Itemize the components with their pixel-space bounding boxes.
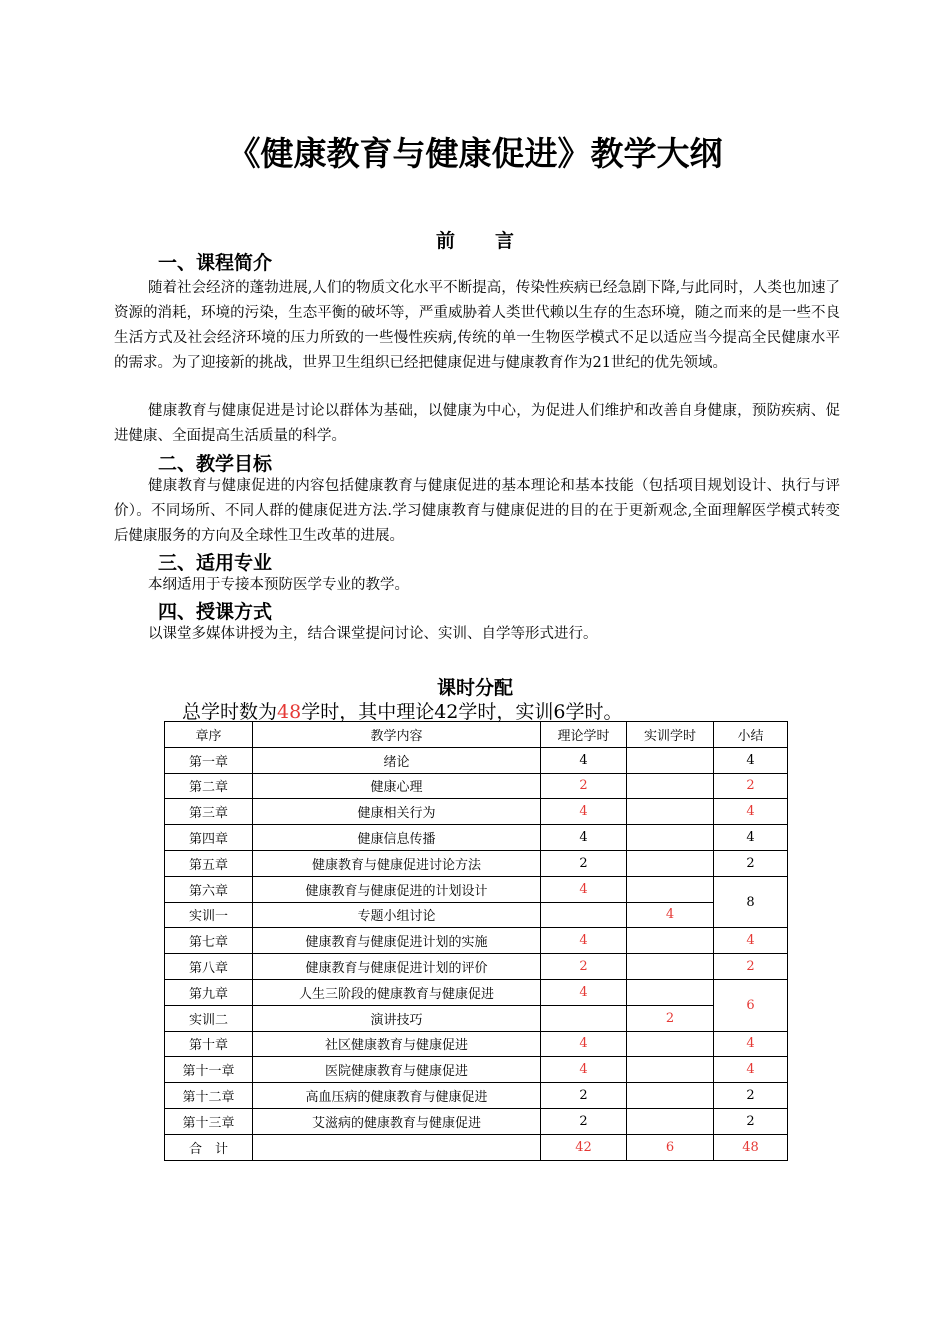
cell-practice: 2 (627, 1005, 714, 1031)
cell-content: 健康教育与健康促进讨论方法 (253, 850, 541, 876)
cell-content: 人生三阶段的健康教育与健康促进 (253, 979, 541, 1005)
table-row (165, 876, 788, 902)
cell-chapter: 第十章 (165, 1031, 253, 1057)
header-chapter: 章序 (165, 722, 253, 748)
header-content: 教学内容 (253, 722, 541, 748)
section-heading-teaching-method: 四、授课方式 (158, 601, 273, 623)
table-row (165, 850, 788, 876)
cell-subtotal: 8 (714, 876, 788, 928)
cell-content: 演讲技巧 (253, 1005, 541, 1031)
cell-practice (627, 1031, 714, 1057)
schedule-summary (182, 697, 623, 724)
summary-text-b: 学时，其中理论 (301, 701, 435, 723)
cell-subtotal: 2 (714, 850, 788, 876)
paragraph-applicable-major: 本纲适用于专接本预防医学专业的教学。 (148, 577, 409, 593)
cell-practice (627, 1108, 714, 1134)
summary-practice-hours: 6 (553, 701, 566, 723)
cell-subtotal: 2 (714, 1108, 788, 1134)
cell-practice (627, 954, 714, 980)
cell-subtotal: 2 (714, 1083, 788, 1109)
summary-theory-hours: 42 (434, 701, 459, 723)
summary-total-hours: 48 (277, 701, 302, 723)
cell-content: 健康教育与健康促进计划的实施 (253, 928, 541, 954)
table-row (165, 1031, 788, 1057)
cell-subtotal: 4 (714, 825, 788, 851)
cell-practice (627, 1083, 714, 1109)
cell-chapter: 第二章 (165, 773, 253, 799)
cell-subtotal: 4 (714, 799, 788, 825)
paragraph-teaching-goals: 健康教育与健康促进的内容包括健康教育与健康促进的基本理论和基本技能（包括项目规划设计、执行与评价）。不同场所、不同人群的健康促进方法.学习健康教育与健康促进的目的在于更新观念,全面理解医学模式转变后健康服务的方向及全球性卫生改革的进展。 (114, 478, 840, 544)
cell-content: 艾滋病的健康教育与健康促进 (253, 1108, 541, 1134)
table-total-row (165, 1134, 788, 1160)
cell-theory: 2 (541, 773, 627, 799)
cell-subtotal: 6 (714, 979, 788, 1031)
cell-theory: 4 (541, 979, 627, 1005)
cell-content: 社区健康教育与健康促进 (253, 1031, 541, 1057)
cell-practice (627, 928, 714, 954)
document-title: 《健康教育与健康促进》教学大纲 (227, 134, 723, 173)
section-heading-teaching-goals: 二、教学目标 (158, 453, 273, 475)
cell-chapter: 第五章 (165, 850, 253, 876)
schedule-title: 课时分配 (436, 677, 513, 699)
cell-theory: 2 (541, 954, 627, 980)
section-heading-applicable-major: 三、适用专业 (158, 552, 273, 574)
cell-chapter: 第八章 (165, 954, 253, 980)
table-row (165, 1005, 788, 1031)
cell-chapter: 第六章 (165, 876, 253, 902)
cell-theory: 2 (541, 1083, 627, 1109)
cell-content: 绪论 (253, 747, 541, 773)
cell-total-label: 合 计 (165, 1134, 253, 1160)
cell-chapter: 第十一章 (165, 1057, 253, 1083)
cell-chapter: 第三章 (165, 799, 253, 825)
table-row (165, 799, 788, 825)
table-row (165, 1108, 788, 1134)
cell-theory (541, 902, 627, 928)
cell-theory: 4 (541, 825, 627, 851)
cell-content: 医院健康教育与健康促进 (253, 1057, 541, 1083)
table-row (165, 747, 788, 773)
header-practice-hours: 实训学时 (627, 722, 714, 748)
table-row (165, 773, 788, 799)
cell-chapter: 第七章 (165, 928, 253, 954)
summary-text-a: 总学时数为 (182, 701, 278, 723)
table-row (165, 928, 788, 954)
cell-practice (627, 1057, 714, 1083)
cell-chapter: 第十三章 (165, 1108, 253, 1134)
table-row (165, 825, 788, 851)
section-heading-course-intro: 一、课程简介 (158, 252, 273, 274)
cell-practice (627, 799, 714, 825)
table-row (165, 954, 788, 980)
cell-practice: 4 (627, 902, 714, 928)
preface-heading: 前言 (435, 230, 554, 252)
cell-theory: 2 (541, 1108, 627, 1134)
table-header-row (165, 722, 788, 748)
cell-content: 健康教育与健康促进的计划设计 (253, 876, 541, 902)
hours-table (164, 721, 788, 1161)
paragraph-course-intro-1: 随着社会经济的蓬勃进展,人们的物质文化水平不断提高，传染性疾病已经急剧下降,与此同时，人类也加速了资源的消耗，环境的污染，生态平衡的破坏等，严重威胁着人类世代赖以生存的生态环境，随之而来的是一些不良生活方式及社会经济环境的压力所致的一些慢性疾病,传统的单一生物医学模式不足以适应当今提高全民健康水平的需求。为了迎接新的挑战，世界卫生组织已经把健康促进与健康教育作为21世纪的优先领域。 (114, 280, 840, 371)
cell-chapter: 实训二 (165, 1005, 253, 1031)
cell-chapter: 第四章 (165, 825, 253, 851)
table-row (165, 1083, 788, 1109)
table-row (165, 902, 788, 928)
cell-practice (627, 773, 714, 799)
cell-content: 健康信息传播 (253, 825, 541, 851)
cell-theory: 4 (541, 747, 627, 773)
cell-chapter: 第一章 (165, 747, 253, 773)
summary-text-c: 学时，实训 (458, 701, 554, 723)
cell-chapter: 第十二章 (165, 1083, 253, 1109)
header-subtotal: 小结 (714, 722, 788, 748)
cell-practice (627, 825, 714, 851)
cell-total-theory: 42 (541, 1134, 627, 1160)
cell-subtotal: 4 (714, 1057, 788, 1083)
cell-theory: 4 (541, 1031, 627, 1057)
cell-subtotal: 4 (714, 928, 788, 954)
cell-practice (627, 876, 714, 902)
cell-content: 高血压病的健康教育与健康促进 (253, 1083, 541, 1109)
cell-theory: 2 (541, 850, 627, 876)
cell-theory: 4 (541, 876, 627, 902)
table-row (165, 979, 788, 1005)
cell-subtotal: 2 (714, 773, 788, 799)
cell-theory: 4 (541, 799, 627, 825)
header-theory-hours: 理论学时 (541, 722, 627, 748)
cell-theory: 4 (541, 928, 627, 954)
cell-content (253, 1134, 541, 1160)
cell-total-practice: 6 (627, 1134, 714, 1160)
cell-total-subtotal: 48 (714, 1134, 788, 1160)
cell-content: 健康心理 (253, 773, 541, 799)
cell-content: 健康教育与健康促进计划的评价 (253, 954, 541, 980)
cell-theory (541, 1005, 627, 1031)
paragraph-course-intro-2: 健康教育与健康促进是讨论以群体为基础，以健康为中心，为促进人们维护和改善自身健康，预防疾病、促进健康、全面提高生活质量的科学。 (114, 403, 840, 444)
cell-chapter: 第九章 (165, 979, 253, 1005)
cell-practice (627, 979, 714, 1005)
cell-chapter: 实训一 (165, 902, 253, 928)
cell-practice (627, 747, 714, 773)
cell-practice (627, 850, 714, 876)
paragraph-teaching-method: 以课堂多媒体讲授为主，结合课堂提问讨论、实训、自学等形式进行。 (148, 626, 598, 642)
cell-content: 健康相关行为 (253, 799, 541, 825)
table-row (165, 1057, 788, 1083)
cell-theory: 4 (541, 1057, 627, 1083)
cell-subtotal: 4 (714, 1031, 788, 1057)
cell-subtotal: 4 (714, 747, 788, 773)
cell-subtotal: 2 (714, 954, 788, 980)
summary-text-d: 学时。 (565, 701, 623, 723)
cell-content: 专题小组讨论 (253, 902, 541, 928)
